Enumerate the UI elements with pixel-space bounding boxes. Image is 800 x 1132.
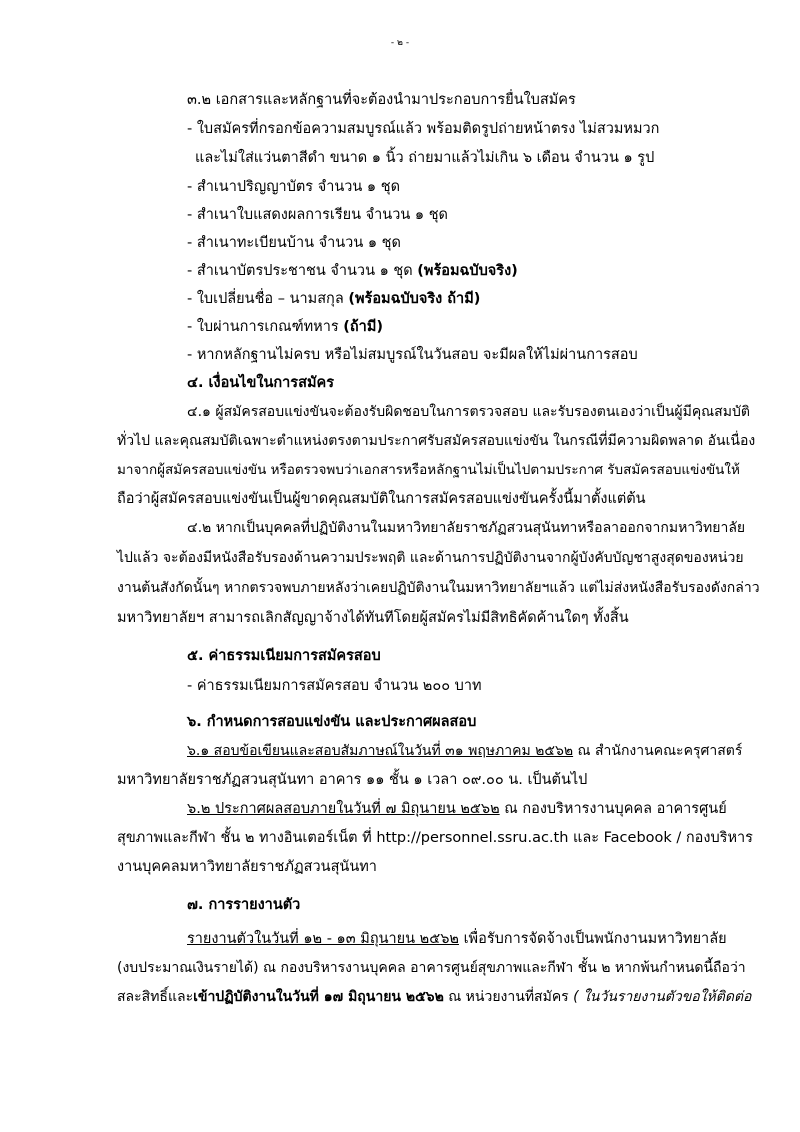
announcement-location-text: ณ กองบริหารงานบุคคล อาคารศูนย์	[499, 801, 727, 817]
list-item	[187, 317, 383, 337]
paragraph-line	[117, 987, 751, 1007]
list-item-text: - สำเนาบัตรประชาชน จำนวน ๑ ชุด	[187, 263, 418, 279]
list-item: - ใบสมัครที่กรอกข้อความสมบูรณ์แล้ว พร้อมติดรูปถ่ายหน้าตรง ไม่สวมหมวก	[187, 121, 660, 137]
list-item-continuation: และไม่ใส่แว่นตาสีดำ ขนาด ๑ นิ้ว ถ่ายมาแล้วไม่เกิน ๖ เดือน จำนวน ๑ รูป	[195, 150, 655, 166]
paragraph-line: สุขภาพและกีฬา ชั้น ๒ ทางอินเตอร์เน็ต ที่ http://personnel.ssru.ac.th และ Facebook / กองบริหาร	[117, 830, 753, 846]
list-item-note: (พร้อมฉบับจริง ถ้ามี)	[348, 291, 481, 307]
list-item-text: - ใบผ่านการเกณฑ์ทหาร	[187, 319, 344, 335]
section-7-heading: ๗. การรายงานตัว	[187, 897, 301, 913]
paragraph-line: มหาวิทยาลัยราชภัฏสวนสุนันทา อาคาร ๑๑ ชั้น ๑ เวลา ๐๙.๐๐ น. เป็นต้นไป	[117, 772, 588, 788]
list-item	[187, 289, 480, 309]
exam-location-text: ณ สำนักงานคณะครุศาสตร์	[573, 743, 743, 759]
paragraph-line: ๔.๒ หากเป็นบุคคลที่ปฏิบัติงานในมหาวิทยาลัยราชภัฏสวนสุนันทาหรือลาออกจากมหาวิทยาลัย	[187, 520, 746, 536]
list-item-note: (พร้อมฉบับจริง)	[417, 263, 518, 279]
paragraph-line: งานบุคคลมหาวิทยาลัยราชภัฏสวนสุนันทา	[117, 859, 377, 875]
paragraph-line	[187, 741, 742, 761]
exam-date-text: ๖.๑ สอบข้อเขียนและสอบสัมภาษณ์ในวันที่ ๓๑ พฤษภาคม ๒๕๖๒	[187, 743, 574, 759]
forfeit-text: สละสิทธิ์และ	[117, 989, 194, 1005]
list-item: - สำเนาทะเบียนบ้าน จำนวน ๑ ชุด	[187, 235, 401, 251]
start-work-date-text: เข้าปฏิบัติงานในวันที่ ๑๗ มิถุนายน ๒๕๖๒	[193, 989, 444, 1005]
report-purpose-text: เพื่อรับการจัดจ้างเป็นพนักงานมหาวิทยาลัย	[458, 931, 727, 947]
section-5-heading: ๕. ค่าธรรมเนียมการสมัครสอบ	[187, 648, 381, 664]
list-item-text: - ใบเปลี่ยนชื่อ – นามสกุล	[187, 291, 349, 307]
section-4-heading: ๔. เงื่อนไขในการสมัคร	[187, 375, 334, 391]
paragraph-line	[187, 799, 727, 819]
paragraph-line: ถือว่าผู้สมัครสอบแข่งขันเป็นผู้ขาดคุณสมบัติในการสมัครสอบแข่งขันครั้งนี้มาตั้งแต่ต้น	[117, 491, 646, 507]
page-number: - ๒ -	[390, 38, 410, 48]
list-item: - หากหลักฐานไม่ครบ หรือไม่สมบูรณ์ในวันสอบ จะมีผลให้ไม่ผ่านการสอบ	[187, 347, 638, 363]
paragraph-line: (งบประมาณเงินรายได้) ณ กองบริหารงานบุคคล อาคารศูนย์สุขภาพและกีฬา ชั้น ๒ หากพ้นกำหนดนี้ถือว่า	[117, 960, 746, 976]
list-item: - สำเนาปริญญาบัตร จำนวน ๑ ชุด	[187, 179, 400, 195]
report-date-text: รายงานตัวในวันที่ ๑๒ - ๑๓ มิถุนายน ๒๕๖๒	[187, 931, 459, 947]
list-item-note: (ถ้ามี)	[343, 319, 383, 335]
section-6-heading: ๖. กำหนดการสอบแข่งขัน และประกาศผลสอบ	[187, 714, 477, 730]
paragraph-line: มหาวิทยาลัยฯ สามารถเลิกสัญญาจ้างได้ทันทีโดยผู้สมัครไม่มีสิทธิคัดค้านใดๆ ทั้งสิ้น	[117, 610, 629, 626]
section-3-2-heading: ๓.๒ เอกสารและหลักฐานที่จะต้องนำมาประกอบการยื่นใบสมัคร	[187, 92, 576, 108]
list-item: - ค่าธรรมเนียมการสมัครสอบ จำนวน ๒๐๐ บาท	[187, 678, 482, 694]
contact-note-text: ( ในวันรายงานตัวขอให้ติดต่อ	[573, 989, 752, 1005]
paragraph-line: มาจากผู้สมัครสอบแข่งขัน หรือตรวจพบว่าเอกสารหรือหลักฐานไม่เป็นไปตามประกาศ รับสมัครสอบแข่งขันให้	[117, 462, 740, 478]
paragraph-line: ทั่วไป และคุณสมบัติเฉพาะตำแหน่งตรงตามประกาศรับสมัครสอบแข่งขัน ในกรณีที่มีความผิดพลาด อันเนื่อง	[117, 433, 756, 449]
list-item: - สำเนาใบแสดงผลการเรียน จำนวน ๑ ชุด	[187, 207, 448, 223]
paragraph-line	[187, 929, 727, 949]
list-item	[187, 261, 518, 281]
announcement-date-text: ๖.๒ ประกาศผลสอบภายในวันที่ ๗ มิถุนายน ๒๕๖๒	[187, 801, 500, 817]
workplace-text: ณ หน่วยงานที่สมัคร	[443, 989, 574, 1005]
paragraph-line: งานต้นสังกัดนั้นๆ หากตรวจพบภายหลังว่าเคยปฏิบัติงานในมหาวิทยาลัยฯแล้ว แต่ไม่ส่งหนังสือรับรองดังกล่าว	[117, 580, 760, 596]
paragraph-line: ไปแล้ว จะต้องมีหนังสือรับรองด้านความประพฤติ และด้านการปฏิบัติงานจากผู้บังคับบัญชาสูงสุดของหน่วย	[117, 550, 744, 566]
paragraph-line: ๔.๑ ผู้สมัครสอบแข่งขันจะต้องรับผิดชอบในการตรวจสอบ และรับรองตนเองว่าเป็นผู้มีคุณสมบัติ	[187, 404, 750, 420]
